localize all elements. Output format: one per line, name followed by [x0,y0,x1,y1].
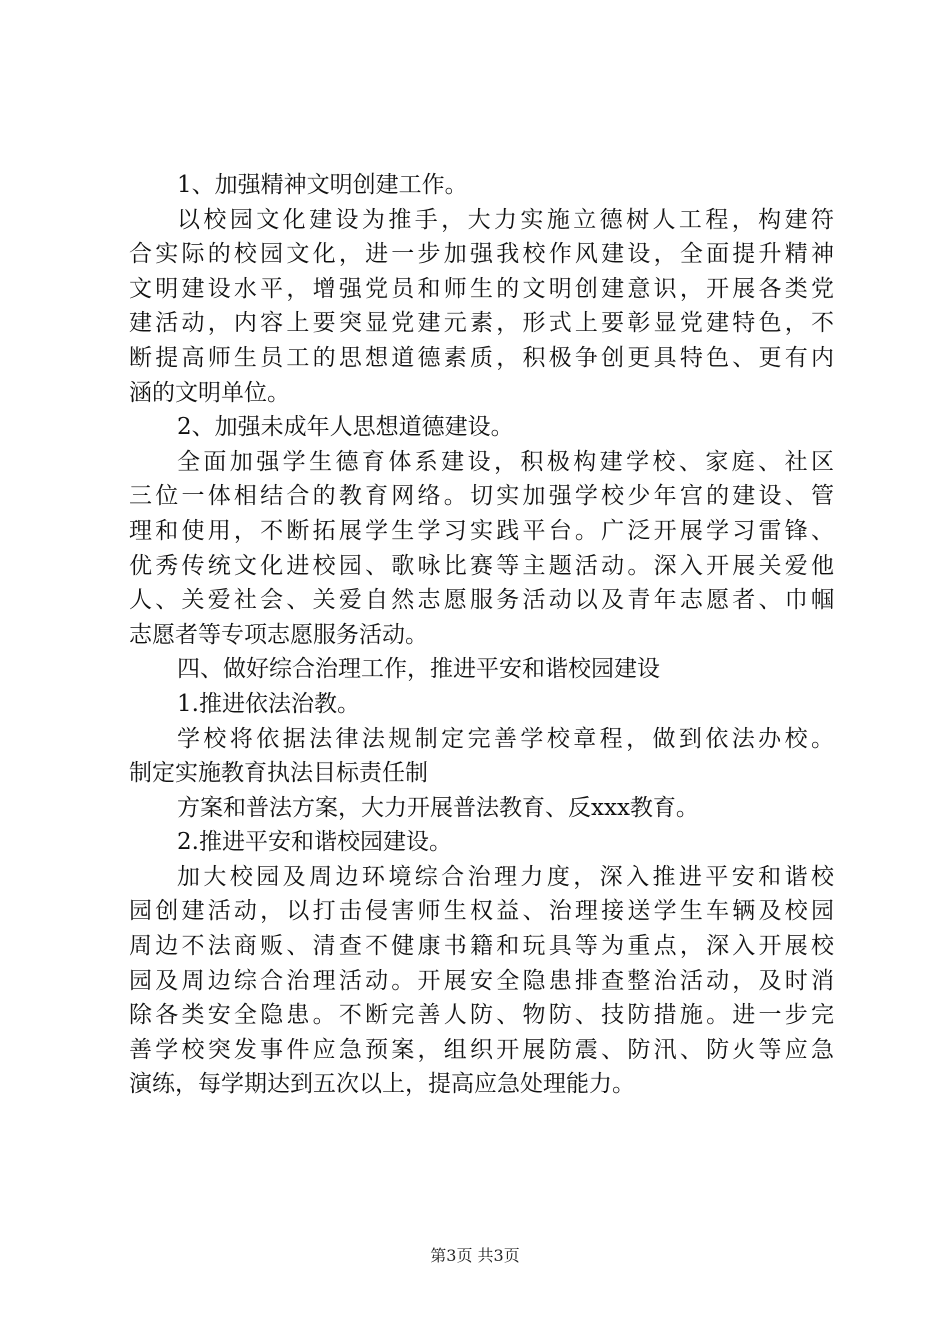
paragraph-line: 志愿者等专项志愿服务活动。 [129,621,428,648]
paragraph-line: 善学校突发事件应急预案，组织开展防震、防汛、防火等应急 [129,1036,834,1063]
paragraph-line: 理和使用，不断拓展学生学习实践平台。广泛开展学习雷锋、 [129,517,834,544]
paragraph-line: 演练，每学期达到五次以上，提高应急处理能力。 [129,1071,635,1098]
paragraph-line: 全面加强学生德育体系建设，积极构建学校、家庭、社区 [177,448,834,475]
paragraph-line: 建活动，内容上要突显党建元素，形式上要彰显党建特色，不 [129,310,834,337]
paragraph-line: 以校园文化建设为推手，大力实施立德树人工程，构建符 [177,206,834,233]
paragraph-line: 优秀传统文化进校园、歌咏比赛等主题活动。深入开展关爱他 [129,552,834,579]
paragraph-line: 文明建设水平，增强党员和师生的文明创建意识，开展各类党 [129,275,834,302]
paragraph-line: 合实际的校园文化，进一步加强我校作风建设，全面提升精神 [129,241,834,268]
paragraph-line: 加大校园及周边环境综合治理力度，深入推进平安和谐校 [177,863,834,890]
paragraph-line: 学校将依据法律法规制定完善学校章程，做到依法办校。 [177,725,834,752]
paragraph-line: 周边不法商贩、清查不健康书籍和玩具等为重点，深入开展校 [129,933,834,960]
paragraph-line: 涵的文明单位。 [129,379,290,406]
subheading-safe-campus: 2.推进平安和谐校园建设。 [177,829,452,856]
paragraph-line: 园及周边综合治理活动。开展安全隐患排查整治活动，及时消 [129,967,834,994]
section-heading-four: 四、做好综合治理工作，推进平安和谐校园建设 [177,656,660,683]
paragraph-line: 三位一体相结合的教育网络。切实加强学校少年宫的建设、管 [129,483,834,510]
document-body [129,168,834,1102]
page-number-footer: 第3页 共3页 [430,1246,520,1265]
paragraph-line: 除各类安全隐患。不断完善人防、物防、技防措施。进一步完 [129,1002,834,1029]
heading-minors-moral: 2、加强未成年人思想道德建设。 [177,414,514,441]
paragraph-line: 人、关爱社会、关爱自然志愿服务活动以及青年志愿者、巾帼 [129,587,834,614]
paragraph-line: 园创建活动，以打击侵害师生权益、治理接送学生车辆及校园 [129,898,834,925]
subheading-rule-of-law: 1.推进依法治教。 [177,690,360,717]
paragraph-line: 断提高师生员工的思想道德素质，积极争创更具特色、更有内 [129,344,834,371]
heading-spiritual-civilization: 1、加强精神文明创建工作。 [177,172,468,198]
paragraph-line: 制定实施教育执法目标责任制 [129,760,428,787]
paragraph-line: 方案和普法方案，大力开展普法教育、反xxx教育。 [177,794,699,821]
